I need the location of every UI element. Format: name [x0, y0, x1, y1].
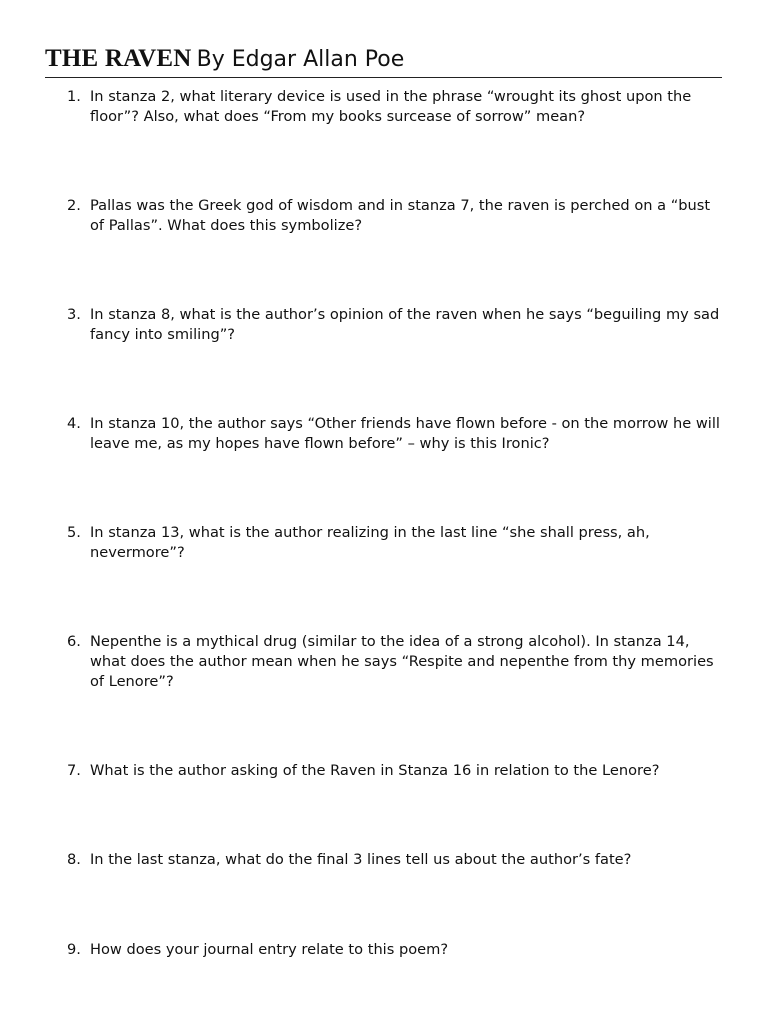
question-text: In the last stanza, what do the final 3 lines tell us about the author’s fate?: [90, 851, 632, 868]
question-number: 5.: [67, 524, 81, 541]
question-text: In stanza 10, the author says “Other friends have flown before - on the morrow he will leave me, as my hopes have flown before” – why is this Ironic?: [90, 415, 720, 452]
question-text: In stanza 8, what is the author’s opinion of the raven when he says “beguiling my sad fancy into smiling”?: [90, 306, 720, 343]
question-number: 8.: [67, 851, 81, 868]
document-subtitle: By Edgar Allan Poe: [196, 47, 405, 72]
question-number: 7.: [67, 762, 81, 779]
question-text: Nepenthe is a mythical drug (similar to the idea of a strong alcohol). In stanza 14, what does the author mean when he says “Respite and nepenthe from thy memories of Lenore”?: [90, 633, 714, 690]
question-number: 4.: [67, 415, 81, 432]
question-number: 2.: [67, 197, 81, 214]
question-text: In stanza 2, what literary device is used in the phrase “wrought its ghost upon the floor”? Also, what does “From my books surcease of sorrow” mean?: [90, 88, 692, 125]
question-text: Pallas was the Greek god of wisdom and in stanza 7, the raven is perched on a “bust of Pallas”. What does this symbolize?: [90, 197, 711, 234]
question-number: 3.: [67, 306, 81, 323]
document-title: THE RAVEN: [45, 45, 192, 72]
document-header: [45, 44, 722, 78]
question-number: 1.: [67, 88, 81, 105]
question-number: 9.: [67, 941, 81, 958]
question-text: How does your journal entry relate to this poem?: [90, 941, 449, 958]
question-number: 6.: [67, 633, 81, 650]
question-text: What is the author asking of the Raven in Stanza 16 in relation to the Lenore?: [90, 762, 660, 779]
question-text: In stanza 13, what is the author realizing in the last line “she shall press, ah, nevermore”?: [90, 524, 650, 561]
